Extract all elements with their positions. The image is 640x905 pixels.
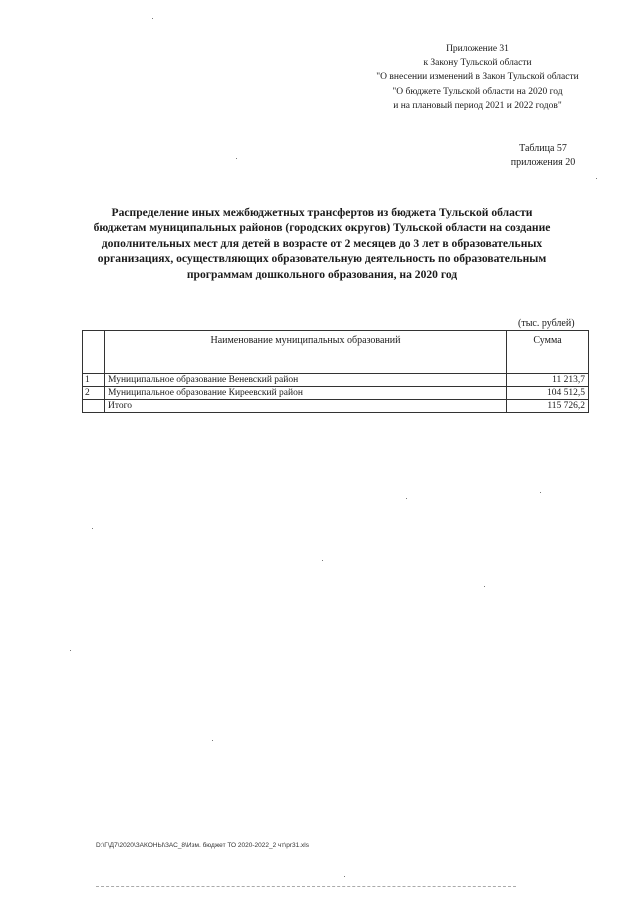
table-reference xyxy=(498,142,588,170)
scan-speck xyxy=(406,498,407,499)
row-number: 1 xyxy=(83,374,105,387)
title-line: программам дошкольного образования, на 2020 год xyxy=(186,267,458,281)
header-number xyxy=(83,331,105,374)
scan-speck xyxy=(152,18,153,19)
scan-speck xyxy=(344,876,345,877)
scan-speck xyxy=(92,528,93,529)
row-sum: 11 213,7 xyxy=(507,374,589,387)
scan-speck xyxy=(540,492,541,493)
row-number: 2 xyxy=(83,387,105,400)
total-number xyxy=(83,400,105,413)
table-ref-appendix: приложения 20 xyxy=(510,157,576,168)
title-line: организациях, осуществляющих образовательную деятельность по образовательным xyxy=(97,252,547,266)
row-name: Муниципальное образование Веневский район xyxy=(105,374,507,387)
row-name: Муниципальное образование Киреевский район xyxy=(105,387,507,400)
scan-artifact-line xyxy=(96,886,516,887)
transfers-table xyxy=(82,330,589,413)
appendix-line: к Закону Тульской области xyxy=(423,58,532,69)
total-label: Итого xyxy=(105,400,507,413)
header-name: Наименование муниципальных образований xyxy=(105,331,507,374)
row-sum: 104 512,5 xyxy=(507,387,589,400)
scan-speck xyxy=(236,158,237,159)
scan-speck xyxy=(70,650,71,651)
total-sum: 115 726,2 xyxy=(507,400,589,413)
appendix-header xyxy=(360,42,595,113)
table-row xyxy=(83,374,589,387)
appendix-line: "О внесении изменений в Закон Тульской области xyxy=(376,72,579,83)
table-row xyxy=(83,387,589,400)
scan-speck xyxy=(322,560,323,561)
scan-speck xyxy=(596,178,597,179)
title-line: Распределение иных межбюджетных трансфертов из бюджета Тульской области xyxy=(111,206,533,219)
appendix-line: "О бюджете Тульской области на 2020 год xyxy=(392,86,563,97)
title-line: дополнительных мест для детей в возрасте от 2 месяцев до 3 лет в образовательных xyxy=(101,236,543,250)
title-line: бюджетам муниципальных районов (городских округов) Тульской области на создание xyxy=(93,221,551,235)
table-ref-number: Таблица 57 xyxy=(519,143,567,154)
appendix-line: и на плановый период 2021 и 2022 годов" xyxy=(393,100,562,111)
scan-speck xyxy=(484,586,485,587)
document-title xyxy=(70,205,574,282)
table-total-row xyxy=(83,400,589,413)
appendix-line: Приложение 31 xyxy=(446,44,509,54)
table-header-row xyxy=(83,331,589,374)
header-sum: Сумма xyxy=(507,331,589,374)
units-label: (тыс. рублей) xyxy=(518,318,575,329)
scan-speck xyxy=(212,740,213,741)
footer-file-path: D:\Г\Д7\2020\ЗАКОНЫ\ЗАС_8\Изм. бюджет ТО 2020-2022_2 чт\pr31.xls xyxy=(96,842,309,849)
